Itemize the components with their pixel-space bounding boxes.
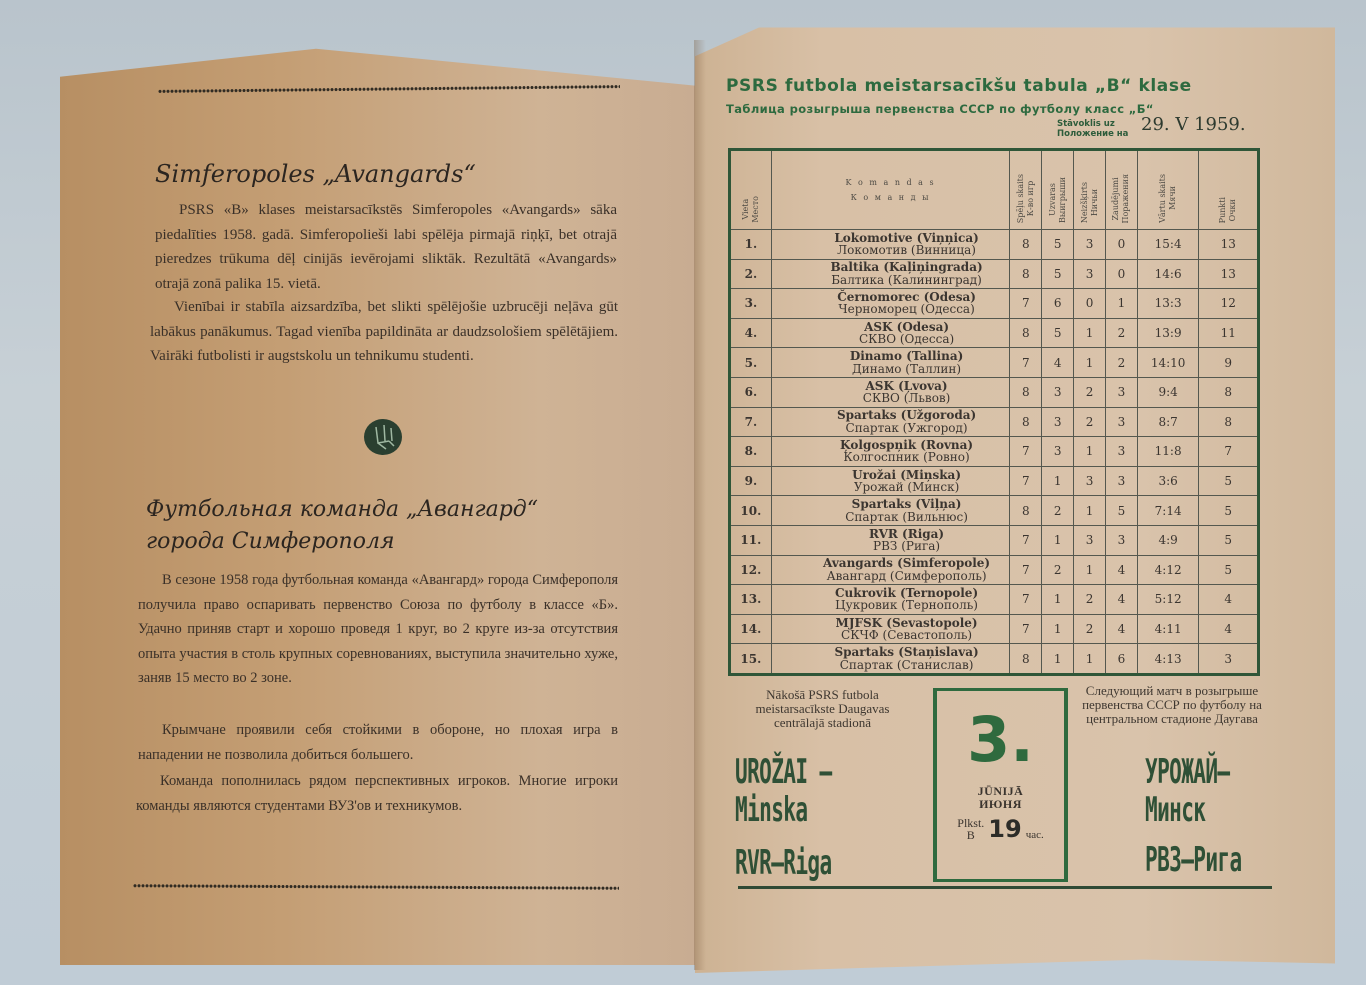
ru-paragraph-1: В сезоне 1958 года футбольная команда «Авангард» города Симферополя получила право оспаривать первенство Союза по футболу в классе «Б». Удачно приняв старт и хорошо проведя 1 круг, во 2 круге из-за отсутствия опыта участия в столь крупных соревнованиях, выступила значительно хуже, заняв 15 место во 2 зоне.: [138, 572, 618, 686]
header-drawn: Neizšķirts Ничьи: [1074, 150, 1106, 230]
header-won: Uzvaras Выигрыши: [1042, 150, 1074, 230]
away-team-lv: RVR—Riga: [735, 843, 832, 883]
table-row: 7. Spartaks (Užgoroda) Спартак (Ужгород) 8 3 2 3 8:7 8: [730, 407, 1259, 437]
match-month-lv: JŪNIJĀ: [977, 784, 1024, 798]
table-row: 12. Avangards (Simferopole) Авангард (Симферополь) 7 2 1 4 4:12 5: [730, 555, 1259, 585]
table-row: 8. Ķolgospņik (Rovna) Колгоспник (Ровно) 7 3 1 3 11:8 7: [730, 437, 1259, 467]
football-ball-icon: [364, 419, 402, 455]
table-title-ru: Таблица розыгрыша первенства СССР по футболу класс „Б“: [726, 102, 1154, 116]
ru-paragraph-3: Команда пополнилась рядом перспективных игроков. Многие игроки команды являются студентами ВУЗ'ов и техникумов.: [136, 773, 618, 814]
home-team-ru-line1: УРОЖАЙ—: [1145, 752, 1230, 792]
match-day: 3.: [967, 703, 1034, 776]
home-team-lv-line1: UROŽAI —: [735, 752, 832, 792]
ru-title-line-1: Футбольная команда „Авангард“: [146, 497, 538, 522]
match-month-ru: ИЮНЯ: [979, 797, 1022, 811]
lv-paragraph-1: PSRS «B» klases meistarsacīkstēs Simferopoles «Avangards» sāka piedalīties 1958. gadā. Simferopolieši labi spēlēja pirmajā riņķī, bet otrajā pieredzes trūkuma dēļ cinijās ievērojami sliktāk. Rezultātā «Avangards» otrajā zonā palika 15. vietā.: [155, 202, 617, 292]
next-match-intro-ru: Следующий матч в розыгрыше первенства СССР по футболу на центральном стадионе Даугава: [1082, 683, 1262, 726]
header-played: Spēļu skaits К-во игр: [1010, 150, 1042, 230]
ru-section-title: [146, 494, 538, 558]
header-lost: Zaudējumi Поражения: [1105, 150, 1137, 230]
lv-paragraph-2: Vienībai ir stabīla aizsardzība, bet slikti spēlējošie uzbrucēji neļāva gūt labākus panākumus. Tagad vienība papildināta ar daudzsološiem spēlētājiem. Vairāki futbolisti ir augstskolu un tehnikumu studenti.: [150, 299, 618, 364]
lv-section-title: Simferopoles „Avangards“: [155, 160, 476, 188]
time-label-ru: В: [966, 828, 975, 842]
match-time: [937, 817, 1064, 841]
bottom-rule: [738, 886, 1272, 889]
table-row: 10. Spartaks (Viļņa) Спартак (Вильнюс) 8 2 1 5 7:14 5: [730, 496, 1259, 526]
next-match-intro-lv: Nākošā PSRS futbola meistarsacīkste Daugavas centrālajā stadionā: [755, 687, 890, 730]
table-row: 1. Lokomotive (Viņņica) Локомотив (Винница) 8 5 3 0 15:4 13: [730, 230, 1259, 260]
ru-paragraph-2: Крымчане проявили себя стойкими в обороне, но плохая игра в нападении не позволила добиться большего.: [138, 722, 618, 763]
home-team-ru-line2: Минск: [1145, 790, 1206, 830]
hour-suffix: час.: [1025, 829, 1044, 841]
table-title-lv: PSRS futbola meistarsacīkšu tabula „B“ klase: [726, 76, 1192, 96]
match-date-box: [933, 688, 1068, 882]
standings-table: [728, 148, 1260, 676]
time-label-lv: Plkst.: [957, 816, 985, 830]
status-date: 29. V 1959.: [1141, 114, 1246, 135]
table-row: 3. Černomorec (Odesa) Черноморец (Одесса) 7 6 0 1 13:3 12: [730, 289, 1259, 319]
table-row: 2. Baltika (Kaļiņingrada) Балтика (Калининград) 8 5 3 0 14:6 13: [730, 259, 1259, 289]
table-row: 14. MJFSK (Sevastopole) СКЧФ (Севастополь) 7 1 2 4 4:11 4: [730, 614, 1259, 644]
status-label: [1057, 119, 1128, 139]
home-team-lv-line2: Minska: [735, 790, 808, 830]
table-row: 13. Cukrovik (Ternopole) Цукровик (Тернополь) 7 1 2 4 5:12 4: [730, 585, 1259, 615]
table-row: 4. ASK (Odesa) СКВО (Одесса) 8 5 1 2 13:9 11: [730, 318, 1259, 348]
book-gutter: [694, 40, 706, 970]
header-team: K o m a n d a s К о м а н д ы: [771, 150, 1010, 230]
ru-title-line-2: города Симферополя: [146, 529, 395, 554]
away-team-ru: РВЗ—Рига: [1145, 840, 1242, 880]
table-row: 11. RVR (Riga) РВЗ (Рига) 7 1 3 3 4:9 5: [730, 525, 1259, 555]
match-month: [937, 785, 1064, 811]
status-label-ru: Положение на: [1057, 129, 1129, 139]
table-row: 15. Spartaks (Staņislava) Спартак (Станислав) 8 1 1 6 4:13 3: [730, 644, 1259, 675]
table-row: 9. Urožai (Miņska) Урожай (Минск) 7 1 3 3 3:6 5: [730, 466, 1259, 496]
header-points: Punkti Очки: [1199, 150, 1259, 230]
table-header-row: [730, 150, 1259, 230]
table-row: 6. ASK (Ļvova) СКВО (Львов) 8 3 2 3 9:4 8: [730, 377, 1259, 407]
status-label-lv: Stāvoklis uz: [1057, 119, 1115, 129]
match-hour: 19: [988, 815, 1022, 843]
header-place: Vieta Место: [730, 150, 772, 230]
table-row: 5. Dinamo (Tallina) Динамо (Таллин) 7 4 1 2 14:10 9: [730, 348, 1259, 378]
header-goals: Vārtu skaits Мячи: [1137, 150, 1199, 230]
